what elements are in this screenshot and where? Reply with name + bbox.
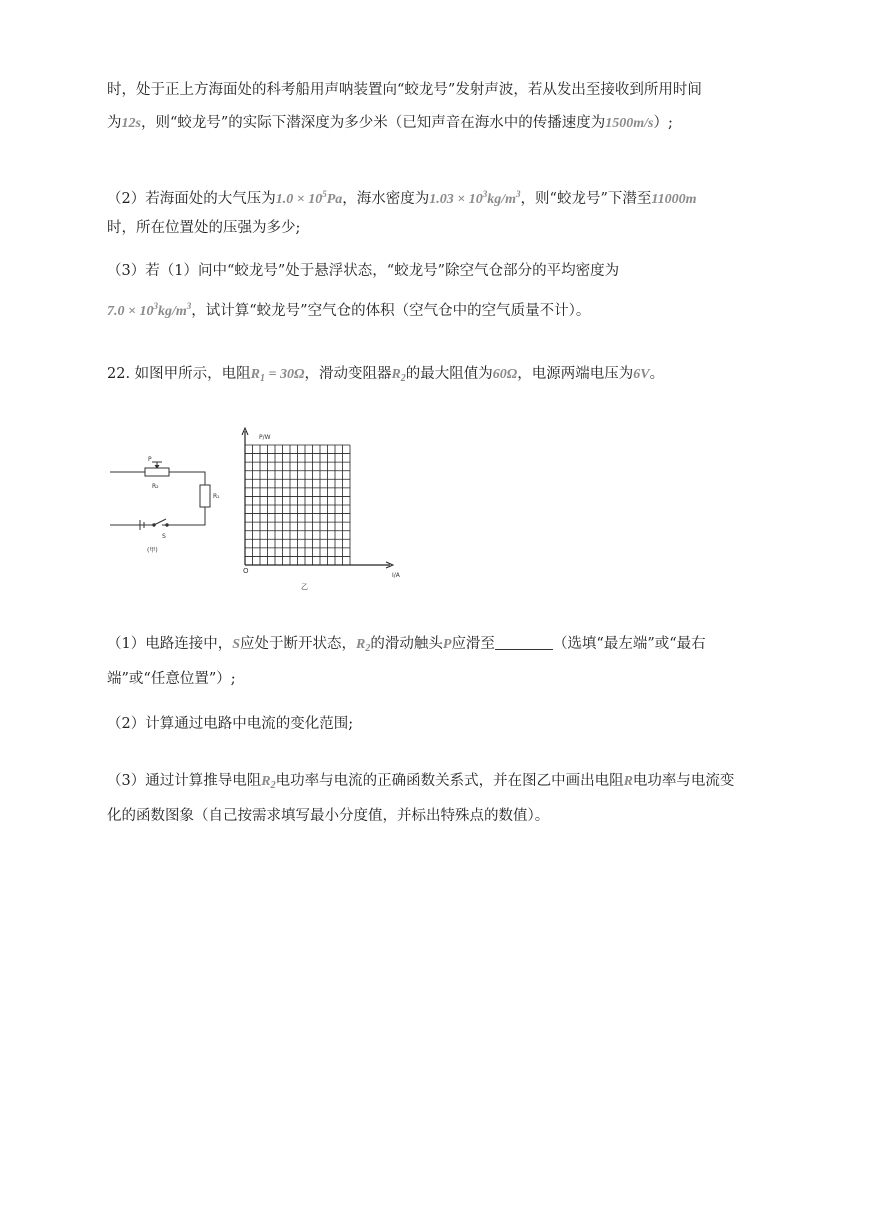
q21-p2-pre: （2）若海面处的大气压为 <box>107 191 276 207</box>
label-r2: R₂ <box>152 483 159 490</box>
q22-part1-line-1: （1）电路连接中，S应处于断开状态，$R_2$的滑动触头P应滑至 （选填“最左端”或“最右 <box>107 636 706 654</box>
q22-part1-line-2: 端”或“任意位置”）; <box>107 671 236 687</box>
caption-jia: (甲) <box>147 547 158 554</box>
origin-label: O <box>243 567 249 575</box>
y-axis-label: P/W <box>259 434 271 441</box>
average-density: $7.0 \times 10^3kg/m^3$ <box>107 301 192 319</box>
q22-part2: （2）计算通过电路中电流的变化范围; <box>107 716 354 732</box>
voltage-value: 6V <box>633 367 650 382</box>
q21-part2-line-1 <box>107 184 697 210</box>
q21-part2-line-2: 时，所在位置处的压强为多少; <box>107 220 301 236</box>
r1-expression: $R_1 = 30\Omega$ <box>250 367 305 384</box>
switch-contact <box>166 524 168 526</box>
r2-max-value: 60Ω <box>492 367 518 382</box>
q21-p2-mid: ，海水密度为 <box>342 191 430 207</box>
p-symbol: P <box>442 637 452 652</box>
r2-symbol-p3: $R_2$ <box>261 774 276 791</box>
circuit-diagram <box>100 450 230 560</box>
dive-depth: 11000m <box>651 192 697 207</box>
seawater-density: $1.03 \times 10^3kg/m^3$ <box>429 189 521 207</box>
q21-p2-mid2: ，则“蛟龙号”下潜至 <box>520 191 652 207</box>
atmospheric-pressure: $1.0 \times 10^5Pa$ <box>275 189 343 207</box>
q21-text-1: 时，处于正上方海面处的科考船用声呐装置向“蛟龙号”发射声波，若从发出至接收到所用时间 <box>107 82 702 98</box>
q21-part3-line-2: $7.0 \times 10^3kg/m^3$，试计算“蛟龙号”空气仓的体积（空气仓中的空气质量不计）。 <box>107 301 591 319</box>
q22-part3-line-2: 化的函数图象（自己按需求填写最小分度值，并标出特殊点的数值）。 <box>107 808 550 824</box>
q21-text-2-post: ）; <box>653 115 673 131</box>
r1-resistor <box>200 485 210 507</box>
label-r1: R₁ <box>213 493 220 500</box>
q21-part3-line-1: （3）若（1）问中“蛟龙号”处于悬浮状态，“蛟龙号”除空气仓部分的平均密度为 <box>107 263 620 279</box>
answer-blank[interactable] <box>495 635 553 650</box>
grid-graph <box>235 425 410 595</box>
r2-rheostat <box>145 468 169 476</box>
q21-line-1 <box>107 80 702 100</box>
switch-lever <box>154 519 166 525</box>
q21-text-2-mid: ，则“蛟龙号”的实际下潜深度为多少米（已知声音在海水中的传播速度为 <box>140 115 606 131</box>
label-p: P <box>148 456 152 463</box>
q22-part3-line-1: （3）通过计算推导电阻$R_2$电功率与电流的正确函数关系式，并在图乙中画出电阻R电功率与电流变 <box>107 773 735 791</box>
time-value: 12s <box>121 116 141 131</box>
q21-line-2 <box>107 113 673 134</box>
r2-symbol-p1: $R_2$ <box>356 637 371 654</box>
circuit-wire <box>110 472 205 525</box>
caption-yi: 乙 <box>301 583 308 591</box>
q21-text-2-pre: 为 <box>107 115 122 131</box>
x-axis-label: I/A <box>392 572 400 579</box>
label-s: S <box>162 533 166 540</box>
switch-symbol: S <box>232 637 241 652</box>
r-symbol: R <box>623 774 633 789</box>
switch-contact <box>153 524 155 526</box>
sound-speed-value: 1500m/s <box>605 116 654 131</box>
q22-intro: 22. 如图甲所示，电阻$R_1 = 30\Omega$，滑动变阻器$R_2$的最大阻值为60Ω，电源两端电压为6V。 <box>107 366 665 384</box>
r2-symbol: $R_2$ <box>391 367 406 384</box>
